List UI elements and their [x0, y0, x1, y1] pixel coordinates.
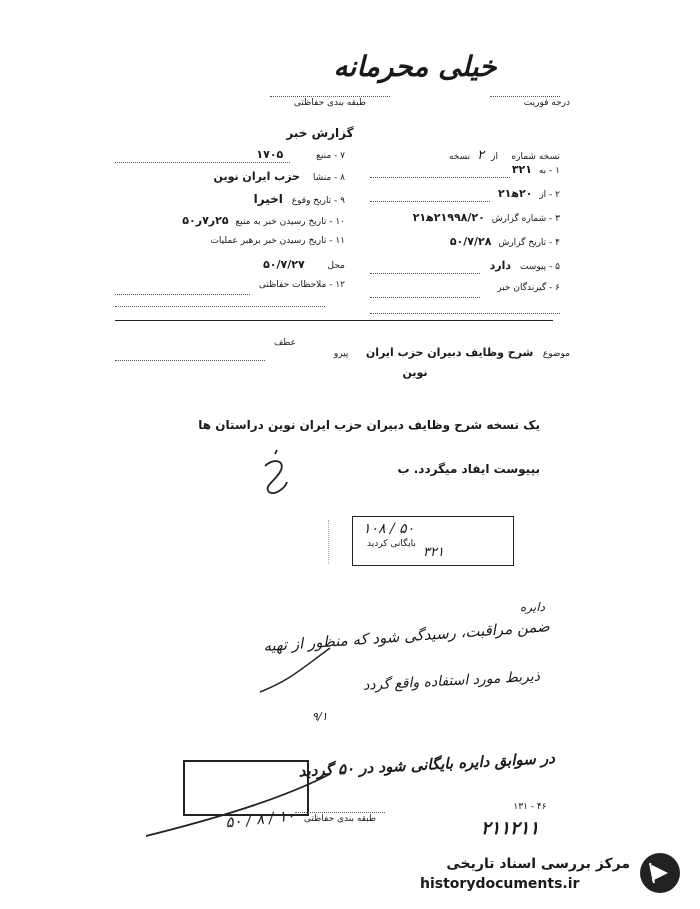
field-row [370, 259, 560, 283]
watermark-url: historydocuments.ir [420, 876, 580, 892]
field-row [95, 170, 345, 192]
field-value: ۵۰/۷/۲۷ [263, 258, 305, 271]
field-row [370, 187, 560, 211]
handwritten-line-2: ذیربط مورد استفاده واقع گردد [362, 668, 541, 694]
field-row [95, 280, 345, 302]
field-value: حزب ایران نوین [213, 170, 300, 183]
field-value: اخیرا [253, 192, 283, 206]
subject-line [110, 346, 570, 359]
stamp-line-3: ۳۲۱ [423, 545, 444, 560]
field-label: ۷ - منبع [316, 151, 345, 161]
copy-from-label: از [491, 152, 499, 162]
field-row [95, 214, 345, 236]
footer-classification-dots [295, 812, 385, 813]
field-label: ۱۱ - تاریخ رسیدن خبر برهبر عملیات [210, 236, 345, 246]
handwritten-bottom-signature: ۵۰ / ۸ / ۱۰ [224, 806, 296, 832]
watermark-name: مرکز بررسی اسناد تاریخی [446, 856, 630, 872]
handwritten-bottom-line: در سوابق دایره بایگانی شود در ۵۰ گردید [298, 748, 556, 781]
field-row [95, 258, 345, 280]
field-label: ۳ - شماره گزارش [491, 214, 560, 224]
fields-column-a [370, 163, 560, 308]
copy-number-line [370, 148, 560, 163]
fields-column-b [95, 148, 345, 303]
separator-line [115, 320, 553, 321]
report-title: گزارش خبر [286, 126, 354, 140]
stamp-line-2: بایگانی کردید [367, 539, 416, 549]
subject-text-line2: نوین [402, 366, 428, 379]
field-label: ۸ - منشا [312, 173, 345, 183]
field-row [370, 211, 560, 235]
field-label: ۲ - از [539, 190, 560, 200]
footer-number-big: ۲۱۱۲۱۱ [480, 818, 539, 839]
field-label: ۶ - گیرندگان خبر [497, 283, 560, 293]
field-label: ۵ - پیوست [519, 262, 560, 272]
field-value: ۲۵ر۷ر۵۰ [182, 214, 229, 227]
copy-number-label: نسخه شماره [511, 152, 560, 162]
field-row [95, 148, 345, 170]
subject-note-bottom: پیرو [333, 349, 349, 359]
field-value: ۵۰/۷/۲۸ [449, 235, 492, 248]
body-line-1: یک نسخه شرح وظایف دبیران حزب ایران نوین دراستان ها [198, 418, 540, 432]
stamp-shadow [328, 520, 349, 564]
urgency-dots [490, 96, 560, 97]
archive-stamp [352, 516, 514, 566]
field-label: ۹ - تاریخ وقوع [291, 196, 345, 206]
field-value: ۳۲۱ [511, 163, 532, 176]
field-row [95, 192, 345, 214]
field-label: محل [327, 261, 345, 271]
footer-classification-label: طبقه بندی حفاظتی [303, 814, 377, 824]
archive-logo-icon [640, 853, 680, 893]
bottom-stroke [140, 770, 340, 840]
copy-label: نسخه [448, 152, 471, 162]
handwritten-note-top: دایره [520, 600, 545, 614]
field-extra-dots [370, 313, 560, 314]
signature-mark [255, 448, 295, 498]
classification-dots [270, 96, 390, 97]
field-value: ۱۷۰۵ [256, 148, 284, 161]
body-line-2: بپیوست ایفاد میگردد. ب [397, 462, 540, 476]
field-value: دارد [489, 259, 512, 272]
field-row [370, 283, 560, 307]
copy-from-hand: ۲ [473, 148, 489, 163]
subject-text: شرح وظایف دبیران حزب ایران [365, 346, 534, 359]
stamp-line-1: ۱۰۸ / ۵۰ [363, 521, 415, 537]
classification-handwritten: خیلی محرمانه [333, 50, 497, 83]
subject-dots [115, 360, 265, 361]
field-label: ۱۰ - تاریخ رسیدن خبر به منبع [235, 217, 345, 227]
field-row [370, 163, 560, 187]
field-row [370, 235, 560, 259]
handwritten-line-1: ضمن مراقبت، رسیدگی شود که منظور از تهیه [262, 617, 551, 656]
copy-number-hand [501, 148, 509, 162]
field-value: ۲۰ه‍۲۱ [497, 187, 533, 200]
field-label: ۱ - به [538, 166, 560, 176]
field-value: ۲۱۹۹۸/۲۰ه‍۲۱ [412, 211, 485, 224]
subject-label: موضوع [542, 349, 570, 359]
footer-number-small: ۱۳۱ - ۴۶ [513, 802, 547, 812]
handwritten-squiggle [250, 640, 340, 700]
handwritten-code: ۹/۱ [312, 710, 328, 723]
classification-label: طبقه بندی حفاظتی [293, 98, 367, 108]
urgency-label: درجه فوریت [523, 98, 570, 108]
field-extra-dots [115, 306, 325, 307]
field-row [95, 236, 345, 258]
field-label: ۴ - تاریخ گزارش [498, 238, 560, 248]
subject-note-top: عطف [273, 338, 297, 348]
field-label: ۱۲ - ملاحظات حفاظتی [258, 280, 345, 290]
